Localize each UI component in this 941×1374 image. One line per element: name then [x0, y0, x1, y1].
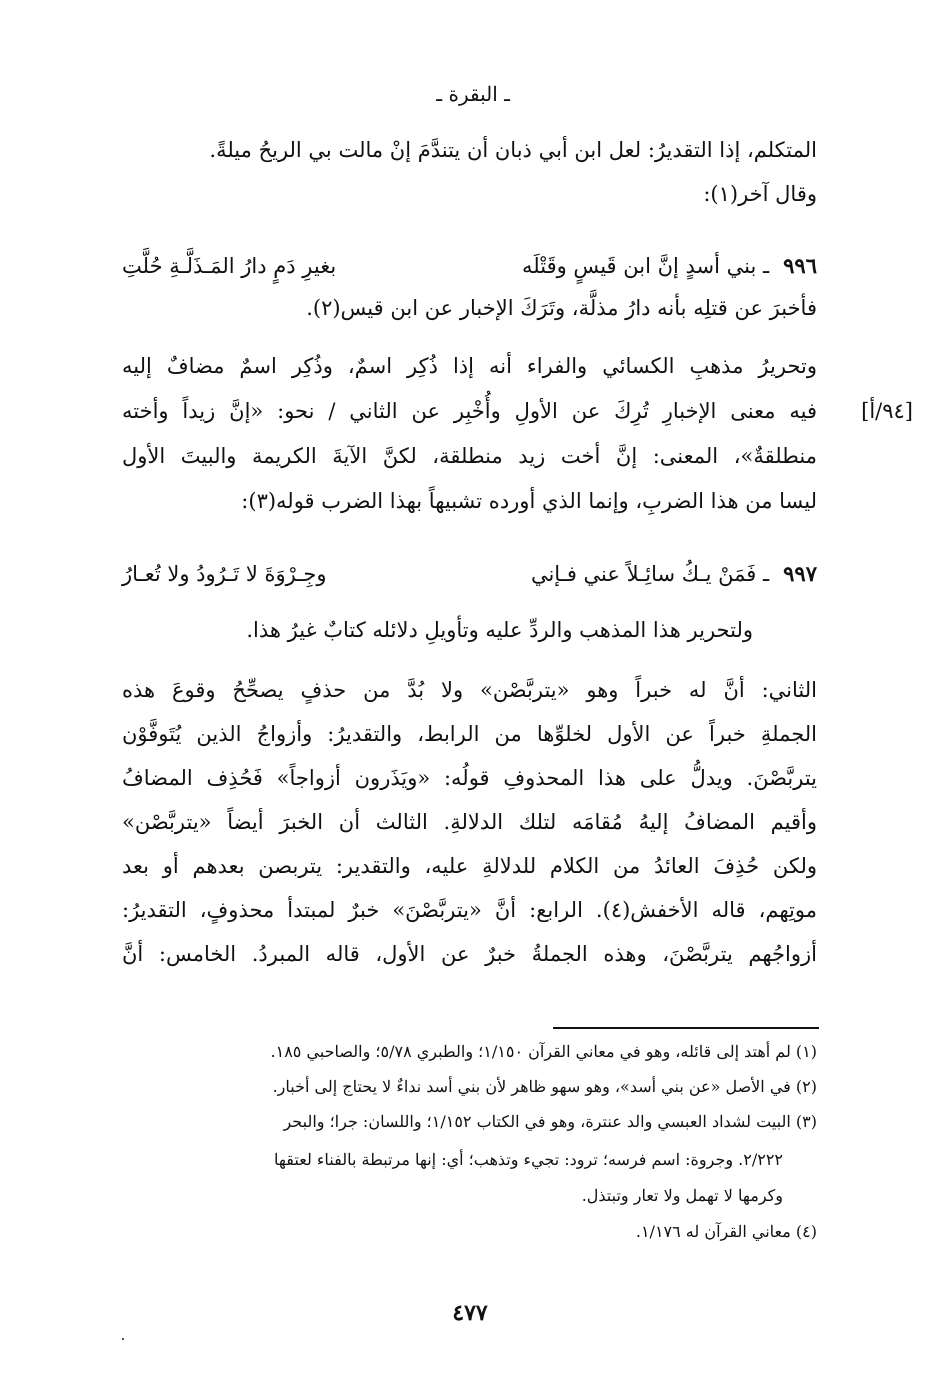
surah-title: ـ البقرة ـ — [436, 82, 510, 106]
footnote-3-cont: وكرمها لا تهمل ولا تعار وتبتذل. — [581, 1186, 783, 1205]
text-line: أزواجُهم يتربَّصْنَ، وهذه الجملةُ خبرٌ عن الأول، قاله المبردُ. الخامس: أنَّ — [122, 942, 817, 966]
verse-second-hemistich: بغيرِ دَمٍ دارُ المَـذَلَّـةِ حُلَّتِ — [122, 254, 337, 278]
footnote-divider — [553, 1027, 819, 1029]
folio-marker: [٩٤/أ] — [861, 399, 913, 423]
footnote-3: (٣) البيت لشداد العبسي والد عنترة، وهو في الكتاب ١/١٥٢؛ واللسان: جرا؛ والبحر — [283, 1112, 817, 1131]
verse-first-hemistich: ـ بني أسدٍ إنَّ ابن قَيسٍ وقَتْلَه — [522, 254, 770, 278]
text-line: منطلقةٌ»، المعنى: إنَّ أخت زيد منطلقة، لكنَّ الآيةَ الكريمة والبيتَ الأول — [122, 444, 817, 468]
verse-number: ٩٩٦ — [783, 253, 817, 278]
text-line: الجملةِ خبراً عن الأول لخلوِّها من الرابط، والتقديرُ: وأزواجُ الذين يُتَوفَّوْن — [122, 722, 818, 746]
footnote-3-cont: ٢/٢٢٢. وجروة: اسم فرسه؛ ترود: تجيء وتذهب؛ أي: إنها مرتبطة بالفناء لعتقها — [274, 1150, 783, 1169]
text-line: وقال آخر(١): — [703, 182, 817, 206]
text-line: ولتحرير هذا المذهب والردِّ عليه وتأويلِ دلائله كتابٌ غيرُ هذا. — [246, 618, 753, 642]
running-header — [0, 82, 900, 106]
text-line: ولكن حُذِفَ العائدُ من الكلام للدلالةِ عليه، والتقدير: يتربصن بعدهم أو بعد — [122, 854, 817, 878]
text-line: ليسا من هذا الضربِ، وإنما الذي أورده تشبيهاً بهذا الضرب قوله(٣): — [241, 489, 817, 513]
text-line: يتربَّصْنَ. ويدلُّ على هذا المحذوفِ قولُه: «ويَذَرون أزواجاً» فَحُذِف المضافُ — [122, 766, 817, 790]
text-line: المتكلم، إذا التقديرُ: لعل ابن أبي ذبان أن يتندَّمَ إنْ مالت بي الريحُ ميلةً. — [209, 138, 817, 162]
scan-speck — [122, 1338, 124, 1340]
text-line: فأخبرَ عن قتلِه بأنه دارُ مذلَّة، وتَرَكَ الإخبار عن ابن قيس(٢). — [306, 296, 817, 320]
footnote-2: (٢) في الأصل «عن بني أسد»، وهو سهو ظاهر لأن بني أسد نداءٌ لا يحتاج إلى أخبار. — [272, 1077, 817, 1096]
verse-second-hemistich: وجِـرْوَةَ لا تَـرُودُ ولا تُعـارُ — [122, 562, 327, 586]
text-line: موتِهم، قاله الأخفش(٤). الرابع: أنَّ «يتربَّصْنَ» خبرٌ لمبتدأ محذوفٍ، التقديرُ: — [122, 898, 818, 922]
verse-first-hemistich: ـ فَمَنْ يـكُ سائِـلاً عني فـإني — [530, 562, 770, 586]
footnote-1: (١) لم أهتد إلى قائله، وهو في معاني القرآن ١/١٥٠؛ والطبري ٥/٧٨؛ والصاحبي ١٨٥. — [270, 1042, 817, 1061]
text-line: وتحريرُ مذهبِ الكسائي والفراء أنه إذا ذُكِر اسمٌ، وذُكِر اسمٌ مضافٌ إليه — [122, 354, 817, 378]
text-line: وأقيم المضافُ إليهُ مُقامَه لتلك الدلالةِ. الثالث أن الخبرَ أيضاً «يتربَّصْن» — [122, 810, 817, 834]
text-line: الثاني: أنَّ له خبراً وهو «يتربَّصْن» ولا بُدَّ من حذفٍ يصحِّحُ وقوعَ هذه — [122, 678, 817, 702]
text-line: فيه معنى الإخبارِ تُرِكَ عن الأولِ وأُخْبِر عن الثاني / نحو: «إنَّ زيداً وأخته — [122, 399, 817, 423]
footnote-4: (٤) معاني القرآن له ١/١٧٦. — [635, 1222, 817, 1241]
verse-number: ٩٩٧ — [783, 561, 817, 586]
page-number: ٤٧٧ — [452, 1300, 488, 1326]
